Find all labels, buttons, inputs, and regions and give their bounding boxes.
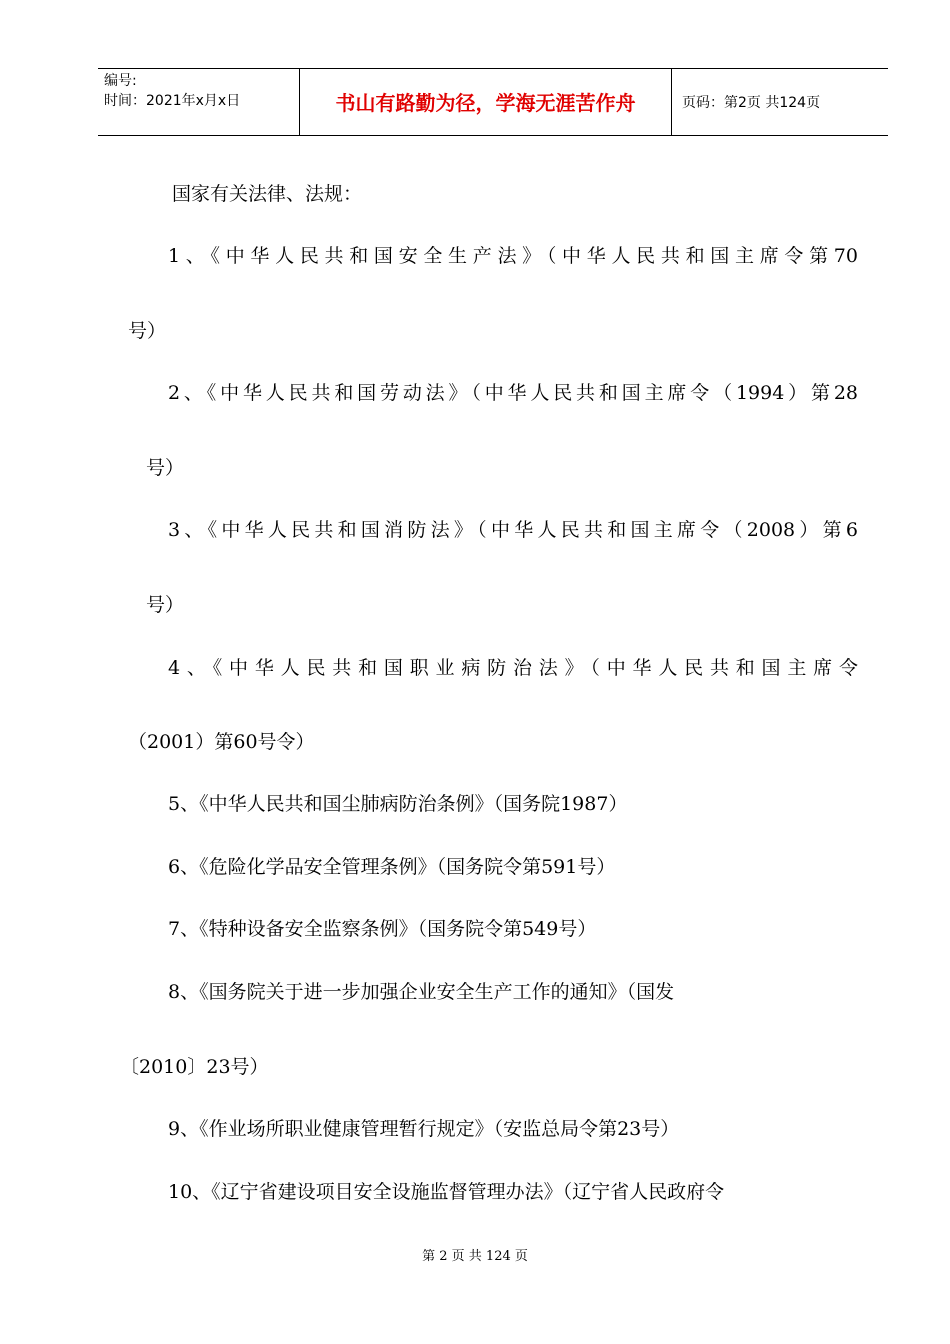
header-page-info: 页码：第2页 共124页	[682, 95, 821, 111]
law-item-1-line1: 1、《中华人民共和国安全生产法》（中华人民共和国主席令第70	[168, 245, 858, 267]
page-header	[98, 68, 888, 136]
law-item-4-line2: （2001）第60号令）	[128, 731, 315, 753]
law-item-3-line2: 号）	[146, 594, 185, 616]
header-divider	[671, 69, 672, 135]
header-motto: 书山有路勤为径，学海无涯苦作舟	[335, 91, 636, 115]
law-item-7: 7、《特种设备安全监察条例》（国务院令第549号）	[168, 918, 597, 940]
document-time-label: 时间：2021年x月x日	[104, 93, 241, 109]
law-item-5: 5、《中华人民共和国尘肺病防治条例》（国务院1987）	[168, 793, 628, 815]
law-item-2-line2: 号）	[146, 457, 185, 479]
law-item-6: 6、《危险化学品安全管理条例》（国务院令第591号）	[168, 856, 616, 878]
header-meta	[104, 71, 240, 111]
section-title: 国家有关法律、法规：	[172, 183, 363, 205]
law-item-10-line1: 10、《辽宁省建设项目安全设施监督管理办法》（辽宁省人民政府令	[168, 1181, 725, 1203]
law-item-4-line1: 4、《中华人民共和国职业病防治法》（中华人民共和国主席令	[168, 657, 858, 679]
law-item-8-line1: 8、《国务院关于进一步加强企业安全生产工作的通知》（国发	[168, 981, 675, 1003]
page-footer: 第 2 页 共 124 页	[422, 1249, 528, 1264]
law-item-8-line2: 〔2010〕23号）	[120, 1056, 269, 1078]
law-item-2-line1: 2、《中华人民共和国劳动法》（中华人民共和国主席令（1994）第28	[168, 382, 858, 404]
law-item-1-line2: 号）	[128, 320, 167, 342]
law-item-3-line1: 3、《中华人民共和国消防法》（中华人民共和国主席令（2008）第6	[168, 519, 858, 541]
document-number-label: 编号:	[104, 73, 137, 89]
law-item-9: 9、《作业场所职业健康管理暂行规定》（安监总局令第23号）	[168, 1118, 680, 1140]
